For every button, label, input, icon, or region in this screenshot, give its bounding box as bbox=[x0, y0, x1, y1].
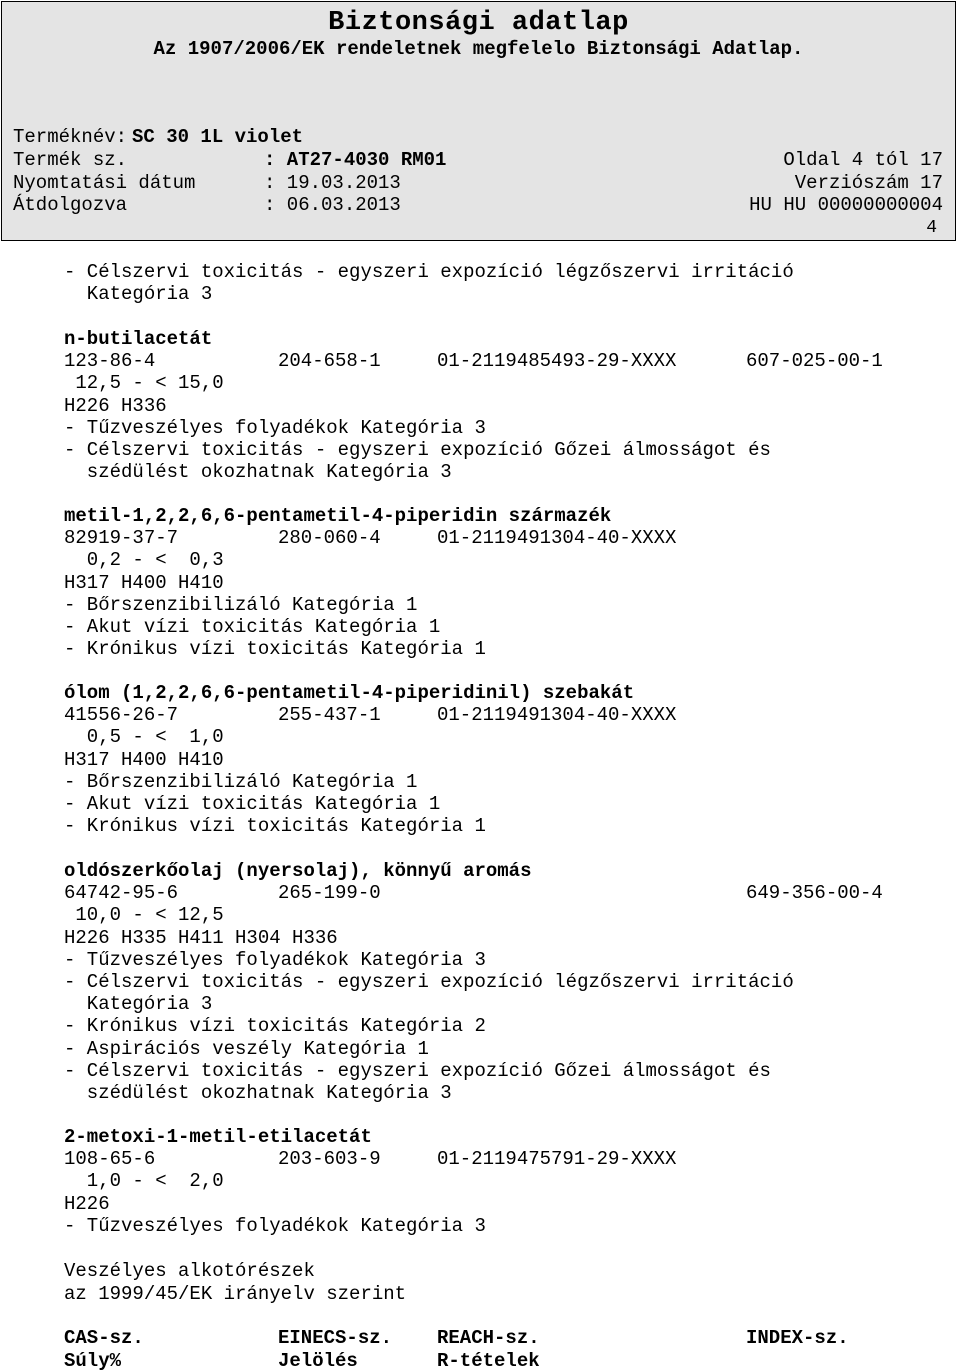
weight-range: 0,2 - < 0,3 bbox=[64, 549, 224, 572]
col-r-header: R-tételek bbox=[437, 1350, 540, 1372]
classification-line: - Bőrszenzibilizáló Kategória 1 bbox=[64, 593, 418, 616]
index-number: 649-356-00-4 bbox=[746, 882, 883, 905]
col-cas-header: CAS-sz. bbox=[64, 1327, 144, 1349]
classification-line: - Krónikus vízi toxicitás Kategória 1 bbox=[64, 638, 486, 661]
einecs-number: 280-060-4 bbox=[278, 527, 381, 550]
intro-line: Kategória 3 bbox=[64, 283, 213, 305]
col-weight-header: Súly% bbox=[64, 1350, 122, 1372]
cas-number: 82919-37-7 bbox=[64, 527, 179, 550]
col-reach-header: REACH-sz. bbox=[437, 1327, 540, 1349]
substance-name: metil-1,2,2,6,6-pentametil-4-piperidin származék bbox=[64, 505, 612, 527]
reach-number: 01-2119491304-40-XXXX bbox=[437, 704, 677, 727]
classification-line: - Célszervi toxicitás - egyszeri expozíció Gőzei álmosságot és bbox=[64, 1059, 771, 1082]
hazard-statements: H226 H336 bbox=[64, 394, 167, 417]
print-date-value: : 19.03.2013 bbox=[264, 172, 401, 194]
classification-line: - Bőrszenzibilizáló Kategória 1 bbox=[64, 770, 418, 793]
hazard-statements: H226 bbox=[64, 1192, 110, 1215]
document-title: Biztonsági adatlap bbox=[328, 8, 629, 38]
reach-number: 01-2119475791-29-XXXX bbox=[437, 1148, 677, 1171]
classification-line: - Akut vízi toxicitás Kategória 1 bbox=[64, 616, 441, 638]
print-date-label: Nyomtatási dátum bbox=[13, 172, 196, 194]
classification-line: - Tűzveszélyes folyadékok Kategória 3 bbox=[64, 1214, 486, 1237]
page-number: 4 bbox=[926, 218, 937, 238]
classification-line: - Aspirációs veszély Kategória 1 bbox=[64, 1037, 429, 1060]
revised-label: Átdolgozva bbox=[13, 194, 128, 216]
intro-line: - Célszervi toxicitás - egyszeri expozíció légzőszervi irritáció bbox=[64, 261, 794, 283]
classification-line: Kategória 3 bbox=[64, 993, 213, 1016]
classification-line: - Krónikus vízi toxicitás Kategória 1 bbox=[64, 815, 486, 838]
col-einecs-header: EINECS-sz. bbox=[278, 1327, 393, 1349]
reach-number: 01-2119485493-29-XXXX bbox=[437, 350, 677, 373]
cas-number: 41556-26-7 bbox=[64, 704, 179, 727]
cas-number: 108-65-6 bbox=[64, 1148, 156, 1171]
substance-name: ólom (1,2,2,6,6-pentametil-4-piperidinil) szebakát bbox=[64, 682, 635, 704]
einecs-number: 203-603-9 bbox=[278, 1148, 381, 1171]
weight-range: 1,0 - < 2,0 bbox=[64, 1170, 224, 1193]
einecs-number: 255-437-1 bbox=[278, 704, 381, 727]
weight-range: 10,0 - < 12,5 bbox=[64, 904, 224, 927]
einecs-number: 204-658-1 bbox=[278, 350, 381, 373]
version-label: Verziószám 17 bbox=[794, 172, 943, 194]
product-name-value: SC 30 1L violet bbox=[132, 126, 304, 148]
classification-line: - Célszervi toxicitás - egyszeri expozíció légzőszervi irritáció bbox=[64, 971, 794, 993]
hazard-statements: H317 H400 H410 bbox=[64, 571, 224, 594]
footer-line: az 1999/45/EK irányelv szerint bbox=[64, 1283, 407, 1305]
weight-range: 0,5 - < 1,0 bbox=[64, 726, 224, 749]
product-name-label: Terméknév: bbox=[13, 126, 128, 148]
hazard-statements: H317 H400 H410 bbox=[64, 748, 224, 771]
substance-name: oldószerkőolaj (nyersolaj), könnyű aromás bbox=[64, 860, 532, 882]
einecs-number: 265-199-0 bbox=[278, 882, 381, 905]
page-label: Oldal 4 tól 17 bbox=[783, 149, 943, 171]
classification-line: - Krónikus vízi toxicitás Kategória 2 bbox=[64, 1015, 486, 1038]
cas-number: 123-86-4 bbox=[64, 350, 156, 373]
classification-line: - Akut vízi toxicitás Kategória 1 bbox=[64, 793, 441, 815]
classification-line: szédülést okozhatnak Kategória 3 bbox=[64, 1082, 452, 1104]
index-number: 607-025-00-1 bbox=[746, 350, 883, 373]
substance-name: 2-metoxi-1-metil-etilacetát bbox=[64, 1126, 372, 1148]
document-header bbox=[1, 1, 956, 241]
product-no-value: : AT27-4030 RM01 bbox=[264, 149, 447, 171]
cas-number: 64742-95-6 bbox=[64, 882, 179, 905]
classification-line: szédülést okozhatnak Kategória 3 bbox=[64, 461, 452, 484]
substance-name: n-butilacetát bbox=[64, 328, 213, 350]
document-subtitle: Az 1907/2006/EK rendeletnek megfelelo Biztonsági Adatlap. bbox=[153, 38, 804, 60]
col-index-header: INDEX-sz. bbox=[746, 1327, 849, 1349]
footer-line: Veszélyes alkotórészek bbox=[64, 1260, 315, 1282]
product-no-label: Termék sz. bbox=[13, 149, 128, 171]
code-label: HU HU 00000000004 bbox=[749, 194, 943, 216]
revised-value: : 06.03.2013 bbox=[264, 194, 401, 216]
hazard-statements: H226 H335 H411 H304 H336 bbox=[64, 926, 338, 949]
classification-line: - Célszervi toxicitás - egyszeri expozíció Gőzei álmosságot és bbox=[64, 439, 771, 461]
weight-range: 12,5 - < 15,0 bbox=[64, 372, 224, 395]
classification-line: - Tűzveszélyes folyadékok Kategória 3 bbox=[64, 948, 486, 971]
classification-line: - Tűzveszélyes folyadékok Kategória 3 bbox=[64, 416, 486, 439]
reach-number: 01-2119491304-40-XXXX bbox=[437, 527, 677, 550]
col-label-header: Jelölés bbox=[278, 1350, 358, 1372]
